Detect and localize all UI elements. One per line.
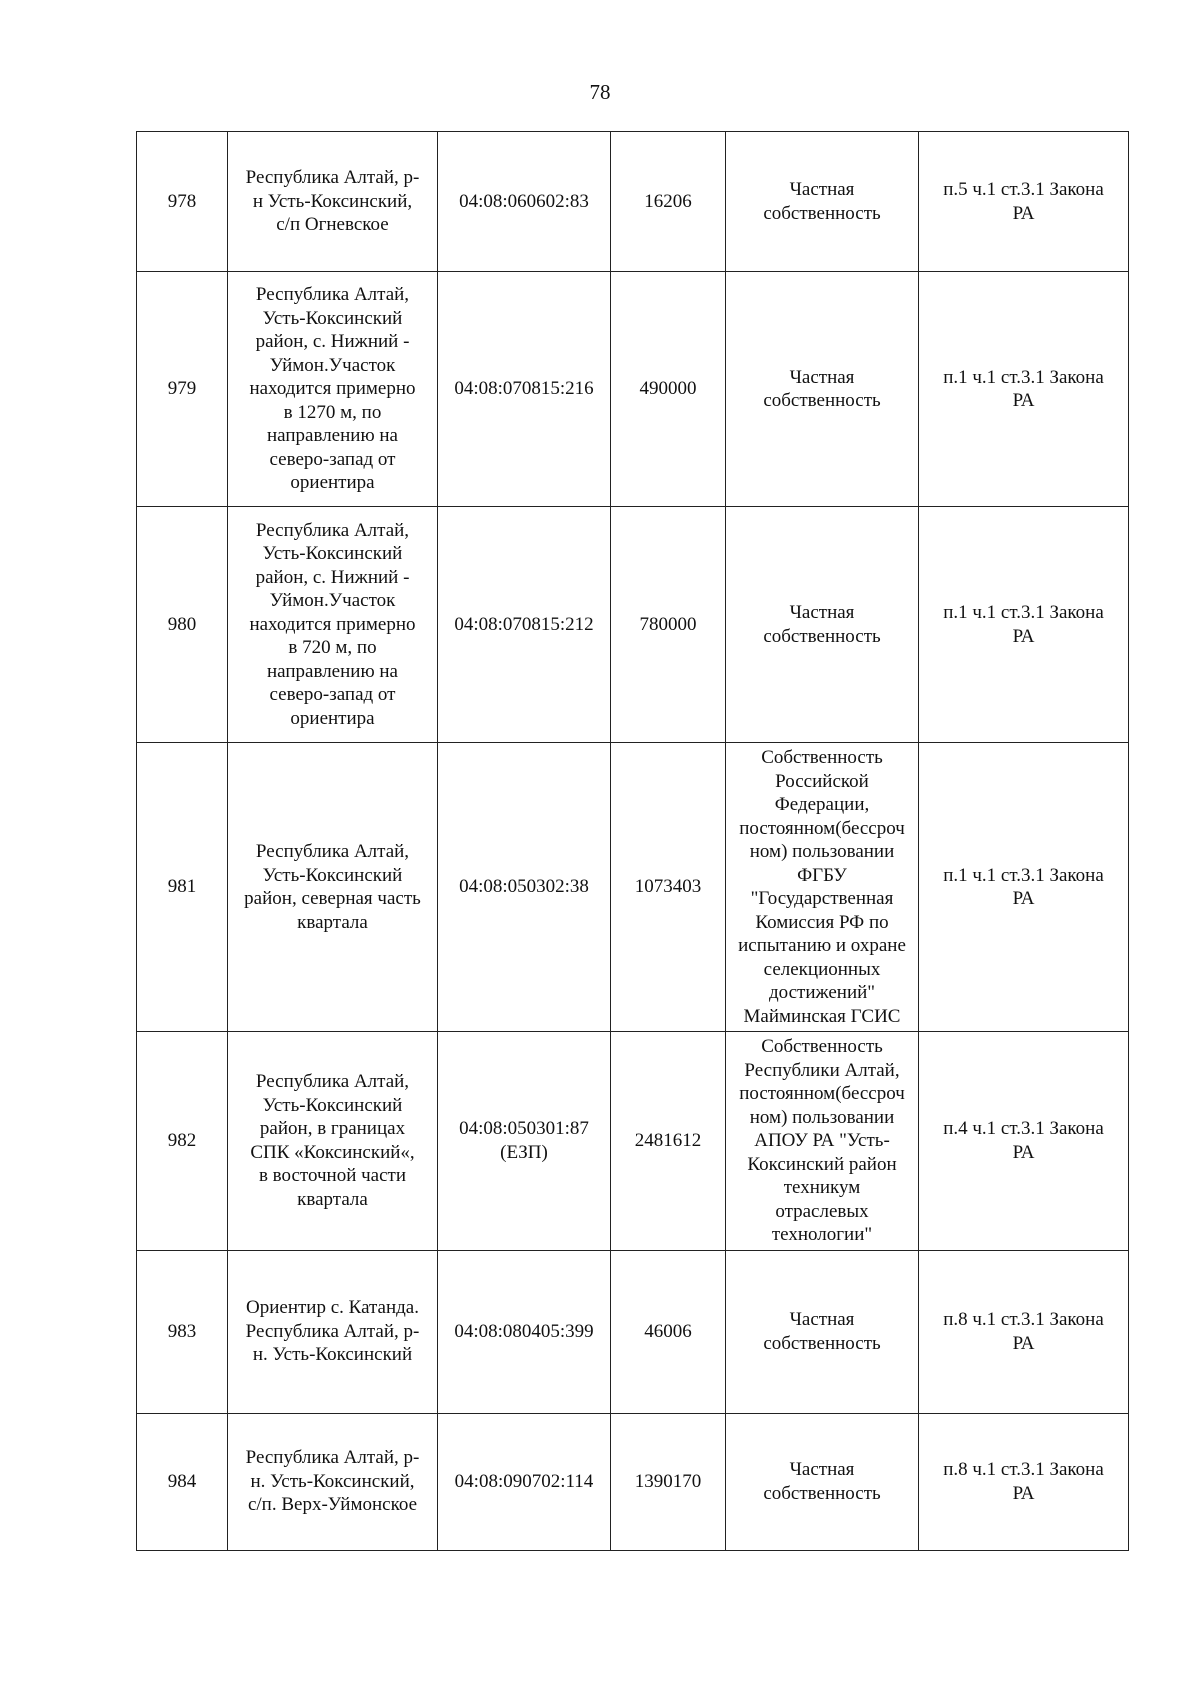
row-number: 978 bbox=[137, 132, 228, 272]
cadastral-number-cell: 04:08:050301:87 (ЕЗП) bbox=[438, 1032, 611, 1251]
address-cell: Республика Алтай, Усть-Коксинский район, в границах СПК «Коксинский«, в восточной части квартала bbox=[228, 1032, 438, 1251]
area-cell: 46006 bbox=[611, 1250, 726, 1413]
table-row bbox=[137, 743, 1129, 1032]
ownership-cell: Частная собственность bbox=[726, 272, 919, 507]
ownership-cell: Частная собственность bbox=[726, 507, 919, 743]
land-plot-table bbox=[136, 131, 1129, 1551]
cadastral-number-cell: 04:08:060602:83 bbox=[438, 132, 611, 272]
row-number: 983 bbox=[137, 1250, 228, 1413]
legal-basis-cell: п.5 ч.1 ст.3.1 Закона РА bbox=[919, 132, 1129, 272]
ownership-cell: Собственность Российской Федерации, постоянном(бессроч ном) пользовании ФГБУ "Государственная Комиссия РФ по испытанию и охране селекционных достижений" Майминская ГСИС bbox=[726, 743, 919, 1032]
address-cell: Республика Алтай, р- н Усть-Коксинский, с/п Огневское bbox=[228, 132, 438, 272]
legal-basis-cell: п.8 ч.1 ст.3.1 Закона РА bbox=[919, 1413, 1129, 1550]
legal-basis-cell: п.1 ч.1 ст.3.1 Закона РА bbox=[919, 272, 1129, 507]
address-cell: Республика Алтай, Усть-Коксинский район, с. Нижний - Уймон.Участок находится примерно в 720 м, по направлению на северо-запад от ориентира bbox=[228, 507, 438, 743]
table-row bbox=[137, 132, 1129, 272]
legal-basis-cell: п.4 ч.1 ст.3.1 Закона РА bbox=[919, 1032, 1129, 1251]
area-cell: 490000 bbox=[611, 272, 726, 507]
area-cell: 16206 bbox=[611, 132, 726, 272]
legal-basis-cell: п.1 ч.1 ст.3.1 Закона РА bbox=[919, 507, 1129, 743]
legal-basis-cell: п.1 ч.1 ст.3.1 Закона РА bbox=[919, 743, 1129, 1032]
legal-basis-cell: п.8 ч.1 ст.3.1 Закона РА bbox=[919, 1250, 1129, 1413]
row-number: 981 bbox=[137, 743, 228, 1032]
row-number: 979 bbox=[137, 272, 228, 507]
cadastral-number-cell: 04:08:090702:114 bbox=[438, 1413, 611, 1550]
area-cell: 1390170 bbox=[611, 1413, 726, 1550]
table-row bbox=[137, 1032, 1129, 1251]
ownership-cell: Частная собственность bbox=[726, 132, 919, 272]
table-row bbox=[137, 507, 1129, 743]
ownership-cell: Собственность Республики Алтай, постоянном(бессроч ном) пользовании АПОУ РА "Усть- Коксинский район техникум отраслевых технологии" bbox=[726, 1032, 919, 1251]
row-number: 980 bbox=[137, 507, 228, 743]
cadastral-number-cell: 04:08:050302:38 bbox=[438, 743, 611, 1032]
address-cell: Республика Алтай, Усть-Коксинский район, с. Нижний - Уймон.Участок находится примерно в 1270 м, по направлению на северо-запад от ориентира bbox=[228, 272, 438, 507]
table-row bbox=[137, 1250, 1129, 1413]
address-cell: Республика Алтай, Усть-Коксинский район, северная часть квартала bbox=[228, 743, 438, 1032]
row-number: 982 bbox=[137, 1032, 228, 1251]
ownership-cell: Частная собственность bbox=[726, 1413, 919, 1550]
address-cell: Ориентир с. Катанда. Республика Алтай, р- н. Усть-Коксинский bbox=[228, 1250, 438, 1413]
address-cell: Республика Алтай, р- н. Усть-Коксинский, с/п. Верх-Уймонское bbox=[228, 1413, 438, 1550]
area-cell: 2481612 bbox=[611, 1032, 726, 1251]
area-cell: 1073403 bbox=[611, 743, 726, 1032]
table-row bbox=[137, 272, 1129, 507]
cadastral-number-cell: 04:08:080405:399 bbox=[438, 1250, 611, 1413]
ownership-cell: Частная собственность bbox=[726, 1250, 919, 1413]
table-row bbox=[137, 1413, 1129, 1550]
page-number: 78 bbox=[589, 80, 611, 104]
row-number: 984 bbox=[137, 1413, 228, 1550]
cadastral-number-cell: 04:08:070815:216 bbox=[438, 272, 611, 507]
cadastral-number-cell: 04:08:070815:212 bbox=[438, 507, 611, 743]
area-cell: 780000 bbox=[611, 507, 726, 743]
